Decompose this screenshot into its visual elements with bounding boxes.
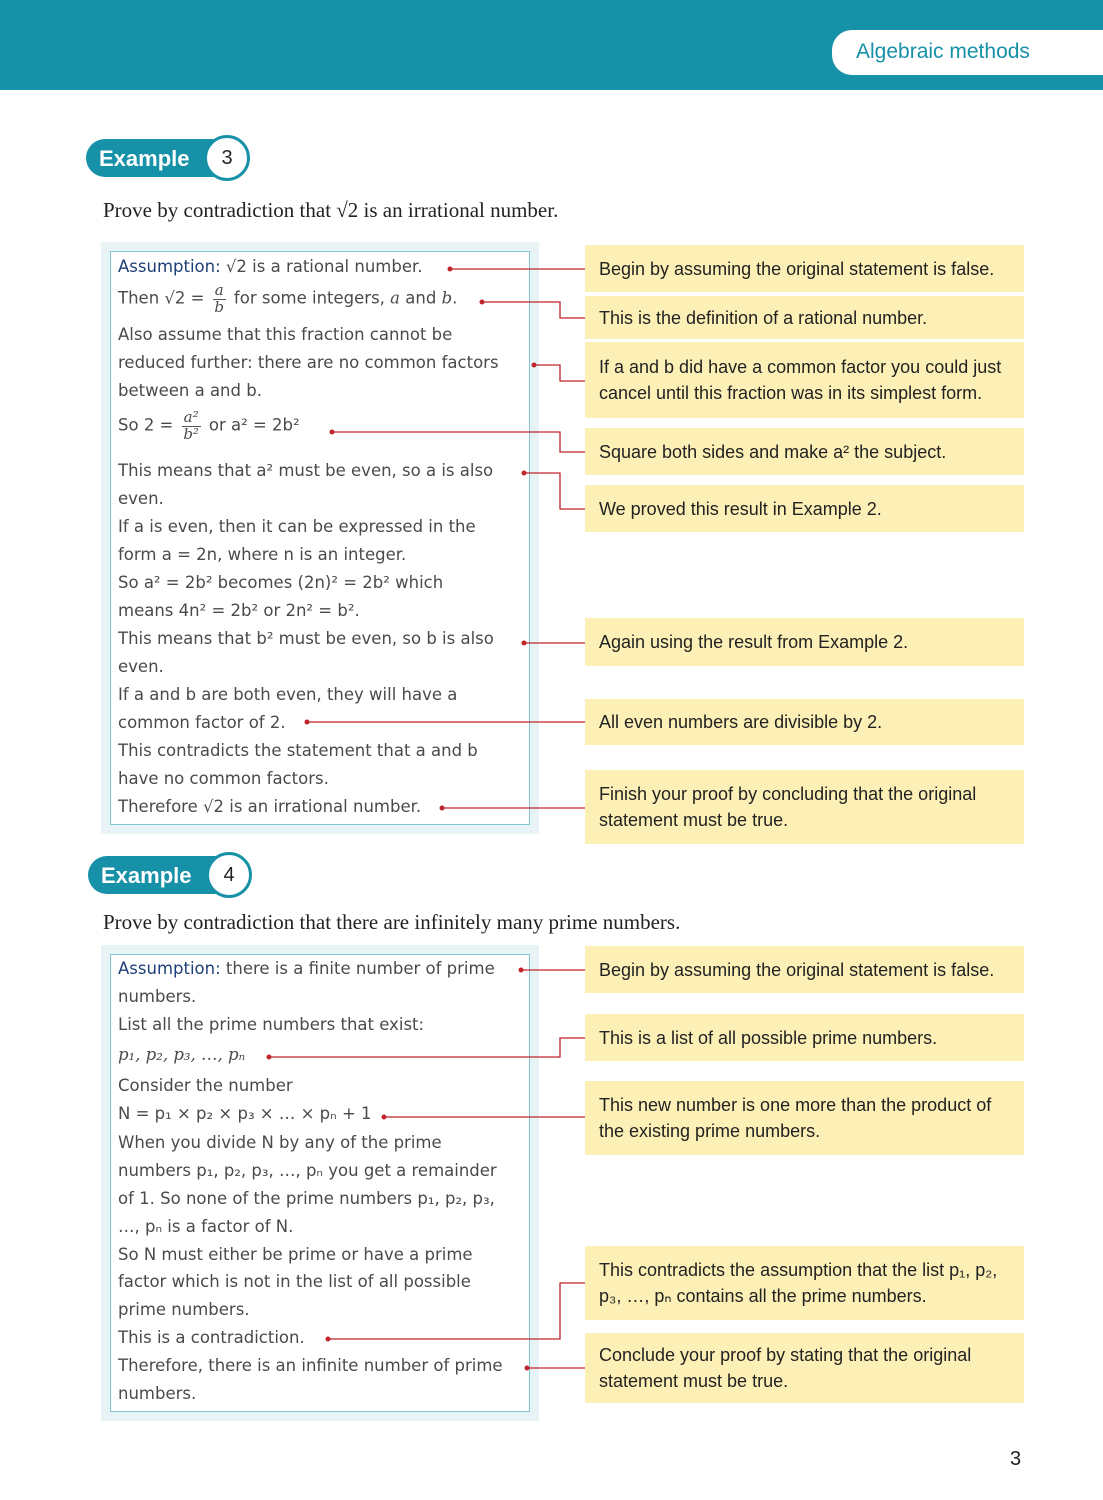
work-line: even. [118,657,164,676]
work-line: So 2 = $\frac{\text{a²}}{\text{b²}}$ or a² = 2b² [118,408,300,443]
margin-note: This new number is one more than the product of the existing prime numbers. [585,1081,1024,1155]
work-line: of 1. So none of the prime numbers p₁, p₂, p₃, [118,1189,495,1208]
margin-note: All even numbers are divisible by 2. [585,699,1024,745]
example-3-question: Prove by contradiction that √2 is an irrational number. [103,198,559,222]
work-line: This contradicts the statement that a and b [118,741,478,760]
work-line: So a² = 2b² becomes (2n)² = 2b² which [118,573,444,592]
work-line: means 4n² = 2b² or 2n² = b². [118,601,360,620]
margin-note: Begin by assuming the original statement is false. [585,946,1024,993]
margin-note: We proved this result in Example 2. [585,485,1024,532]
work-line: prime numbers. [118,1300,250,1319]
work-line: have no common factors. [118,769,329,788]
margin-note: Begin by assuming the original statement is false. [585,245,1024,292]
work-line: even. [118,489,164,508]
work-line: numbers. [118,987,197,1006]
work-line: If a is even, then it can be expressed in the [118,517,476,536]
example-number: 4 [206,852,252,898]
work-line: If a and b are both even, they will have a [118,685,458,704]
work-line: p₁, p₂, p₃, …, pₙ [118,1045,246,1064]
margin-note: Conclude your proof by stating that the original statement must be true. [585,1333,1024,1403]
fraction: $\frac{\text{a²}}{\text{b²}}$ [183,408,199,443]
fraction: $\frac{a}{b}$ [214,281,224,316]
work-line: between a and b. [118,381,262,400]
page-number: 3 [1010,1448,1022,1470]
margin-note: This is a list of all possible prime numbers. [585,1014,1024,1061]
work-line: factor which is not in the list of all possible [118,1272,471,1291]
work-line: numbers p₁, p₂, p₃, …, pₙ you get a remainder [118,1161,497,1180]
margin-note: Finish your proof by concluding that the original statement must be true. [585,770,1024,844]
work-line: This is a contradiction. [118,1328,305,1347]
work-line: This means that b² must be even, so b is also [118,629,494,648]
work-line: List all the prime numbers that exist: [118,1015,425,1034]
margin-note: This contradicts the assumption that the list p₁, p₂, p₃, …, pₙ contains all the prime numbers. [585,1246,1024,1320]
work-line: N = p₁ × p₂ × p₃ × … × pₙ + 1 [118,1104,372,1123]
margin-note: If a and b did have a common factor you could just cancel until this fraction was in its simplest form. [585,342,1024,418]
work-line: This means that a² must be even, so a is also [118,461,494,480]
work-line: Then √2 = $\frac{a}{b}$ for some integers, a and b. [118,281,458,316]
work-line: Therefore √2 is an irrational number. [118,797,422,816]
margin-note: Again using the result from Example 2. [585,618,1024,666]
work-line: …, pₙ is a factor of N. [118,1217,294,1236]
work-line: common factor of 2. [118,713,286,732]
work-line: Also assume that this fraction cannot be [118,325,453,344]
work-line: form a = 2n, where n is an integer. [118,545,407,564]
chapter-title: Algebraic methods [832,30,1103,75]
work-line: numbers. [118,1384,197,1403]
work-line: reduced further: there are no common factors [118,353,499,372]
margin-note: Square both sides and make a² the subject. [585,428,1024,475]
example-label: Example [86,139,226,177]
work-line: Assumption: √2 is a rational number. [118,257,423,276]
example-number: 3 [204,135,250,181]
work-line: Consider the number [118,1076,293,1095]
example-label: Example [88,856,228,894]
example-4-question: Prove by contradiction that there are infinitely many prime numbers. [103,910,681,934]
work-line: Assumption: there is a finite number of prime [118,959,495,978]
work-line: So N must either be prime or have a prime [118,1245,473,1264]
margin-note: This is the definition of a rational number. [585,296,1024,339]
work-line: When you divide N by any of the prime [118,1133,442,1152]
work-line: Therefore, there is an infinite number of prime [118,1356,503,1375]
